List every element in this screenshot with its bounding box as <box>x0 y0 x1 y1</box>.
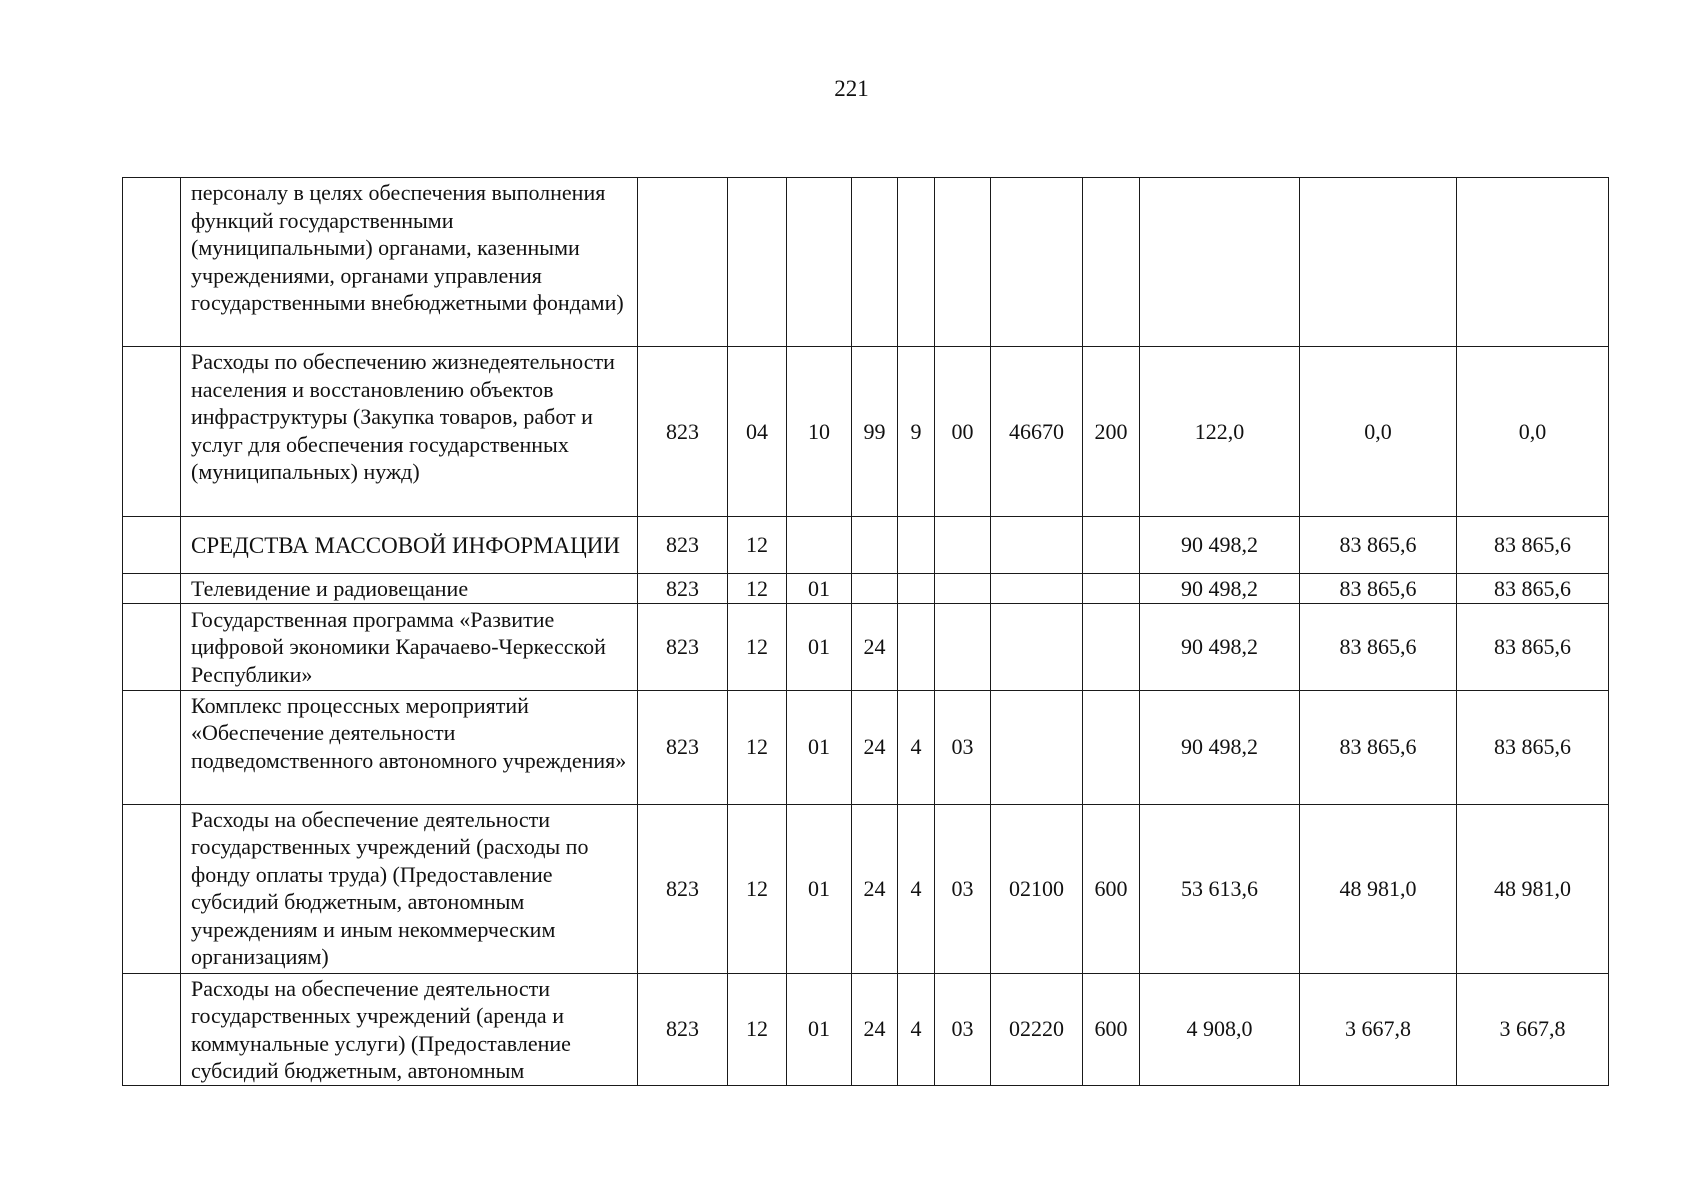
amount-year-1-cell: 90 498,2 <box>1140 574 1300 604</box>
ministry-code-cell: 823 <box>638 690 728 804</box>
row-number-cell <box>123 690 181 804</box>
expense-type-cell <box>1083 178 1140 347</box>
item-name-cell: Расходы на обеспечение деятельности государственных учреждений (аренда и коммунальные услуги) (Предоставление субсидий бюджетным, автономным <box>181 973 638 1085</box>
target-article-type-cell <box>898 517 935 574</box>
section-code-cell: 12 <box>728 804 787 973</box>
amount-year-3-cell: 83 865,6 <box>1457 517 1609 574</box>
target-article-direction-cell <box>991 178 1083 347</box>
amount-year-3-cell: 83 865,6 <box>1457 574 1609 604</box>
target-article-direction-cell <box>991 690 1083 804</box>
row-number-cell <box>123 347 181 517</box>
amount-year-1-cell: 90 498,2 <box>1140 690 1300 804</box>
item-name-cell: Телевидение и радиовещание <box>181 574 638 604</box>
amount-year-1-cell <box>1140 178 1300 347</box>
subsection-code-cell <box>787 517 852 574</box>
amount-year-3-cell: 0,0 <box>1457 347 1609 517</box>
amount-year-2-cell: 3 667,8 <box>1300 973 1457 1085</box>
target-article-direction-cell: 02220 <box>991 973 1083 1085</box>
section-code-cell: 12 <box>728 517 787 574</box>
expense-type-cell: 600 <box>1083 804 1140 973</box>
row-number-cell <box>123 973 181 1085</box>
section-code-cell: 12 <box>728 603 787 690</box>
target-article-event-cell <box>935 574 991 604</box>
item-name-cell: персоналу в целях обеспечения выполнения функций государственными (муниципальными) органами, казенными учреждениями, органами управления государственными внебюджетными фондами) <box>181 178 638 347</box>
item-name-cell: СРЕДСТВА МАССОВОЙ ИНФОРМАЦИИ <box>181 517 638 574</box>
target-article-direction-cell: 46670 <box>991 347 1083 517</box>
section-code-cell: 04 <box>728 347 787 517</box>
target-article-type-cell: 4 <box>898 804 935 973</box>
section-code-cell: 12 <box>728 973 787 1085</box>
target-article-type-cell: 4 <box>898 973 935 1085</box>
amount-year-2-cell: 83 865,6 <box>1300 574 1457 604</box>
ministry-code-cell: 823 <box>638 347 728 517</box>
target-article-direction-cell <box>991 517 1083 574</box>
page-number: 221 <box>834 76 869 101</box>
ministry-code-cell <box>638 178 728 347</box>
amount-year-3-cell: 83 865,6 <box>1457 603 1609 690</box>
target-article-event-cell <box>935 603 991 690</box>
target-article-event-cell <box>935 178 991 347</box>
subsection-code-cell: 01 <box>787 574 852 604</box>
item-name-cell: Расходы по обеспечению жизнедеятельности населения и восстановлению объектов инфраструктуры (Закупка товаров, работ и услуг для обеспечения государственных (муниципальных) нужд) <box>181 347 638 517</box>
item-name-cell: Расходы на обеспечение деятельности государственных учреждений (расходы по фонду оплаты труда) (Предоставление субсидий бюджетным, автономным учреждениям и иным некоммерческим организациям) <box>181 804 638 973</box>
target-article-event-cell <box>935 517 991 574</box>
expense-type-cell <box>1083 517 1140 574</box>
amount-year-2-cell: 83 865,6 <box>1300 517 1457 574</box>
row-number-cell <box>123 603 181 690</box>
subsection-code-cell: 01 <box>787 603 852 690</box>
target-article-program-cell: 24 <box>852 690 898 804</box>
amount-year-1-cell: 4 908,0 <box>1140 973 1300 1085</box>
item-name-cell: Комплекс процессных мероприятий «Обеспечение деятельности подведомственного автономного учреждения» <box>181 690 638 804</box>
amount-year-2-cell <box>1300 178 1457 347</box>
subsection-code-cell: 10 <box>787 347 852 517</box>
target-article-program-cell <box>852 517 898 574</box>
subsection-code-cell: 01 <box>787 690 852 804</box>
row-number-cell <box>123 178 181 347</box>
expense-type-cell <box>1083 603 1140 690</box>
budget-table <box>122 177 1609 1086</box>
target-article-program-cell <box>852 574 898 604</box>
row-number-cell <box>123 804 181 973</box>
subsection-code-cell: 01 <box>787 973 852 1085</box>
target-article-program-cell: 99 <box>852 347 898 517</box>
ministry-code-cell: 823 <box>638 603 728 690</box>
row-number-cell <box>123 574 181 604</box>
target-article-direction-cell <box>991 574 1083 604</box>
target-article-program-cell: 24 <box>852 804 898 973</box>
expense-type-cell: 200 <box>1083 347 1140 517</box>
ministry-code-cell: 823 <box>638 973 728 1085</box>
amount-year-1-cell: 53 613,6 <box>1140 804 1300 973</box>
subsection-code-cell <box>787 178 852 347</box>
table-row <box>123 603 1609 690</box>
table-row <box>123 690 1609 804</box>
amount-year-3-cell: 48 981,0 <box>1457 804 1609 973</box>
amount-year-2-cell: 48 981,0 <box>1300 804 1457 973</box>
expense-type-cell: 600 <box>1083 973 1140 1085</box>
item-name-cell: Государственная программа «Развитие цифровой экономики Карачаево-Черкесской Республики» <box>181 603 638 690</box>
row-number-cell <box>123 517 181 574</box>
target-article-event-cell: 00 <box>935 347 991 517</box>
target-article-event-cell: 03 <box>935 690 991 804</box>
amount-year-3-cell <box>1457 178 1609 347</box>
amount-year-1-cell: 90 498,2 <box>1140 603 1300 690</box>
target-article-event-cell: 03 <box>935 973 991 1085</box>
target-article-program-cell <box>852 178 898 347</box>
target-article-event-cell: 03 <box>935 804 991 973</box>
target-article-direction-cell <box>991 603 1083 690</box>
ministry-code-cell: 823 <box>638 804 728 973</box>
table-row <box>123 804 1609 973</box>
target-article-direction-cell: 02100 <box>991 804 1083 973</box>
subsection-code-cell: 01 <box>787 804 852 973</box>
amount-year-3-cell: 3 667,8 <box>1457 973 1609 1085</box>
expense-type-cell <box>1083 574 1140 604</box>
target-article-type-cell <box>898 178 935 347</box>
target-article-type-cell: 9 <box>898 347 935 517</box>
amount-year-1-cell: 90 498,2 <box>1140 517 1300 574</box>
ministry-code-cell: 823 <box>638 574 728 604</box>
section-code-cell <box>728 178 787 347</box>
ministry-code-cell: 823 <box>638 517 728 574</box>
table-row <box>123 574 1609 604</box>
section-code-cell: 12 <box>728 574 787 604</box>
table-row <box>123 973 1609 1085</box>
amount-year-2-cell: 0,0 <box>1300 347 1457 517</box>
target-article-type-cell: 4 <box>898 690 935 804</box>
target-article-program-cell: 24 <box>852 603 898 690</box>
target-article-type-cell <box>898 603 935 690</box>
amount-year-1-cell: 122,0 <box>1140 347 1300 517</box>
target-article-type-cell <box>898 574 935 604</box>
amount-year-2-cell: 83 865,6 <box>1300 690 1457 804</box>
amount-year-2-cell: 83 865,6 <box>1300 603 1457 690</box>
expense-type-cell <box>1083 690 1140 804</box>
section-code-cell: 12 <box>728 690 787 804</box>
table-row <box>123 347 1609 517</box>
amount-year-3-cell: 83 865,6 <box>1457 690 1609 804</box>
target-article-program-cell: 24 <box>852 973 898 1085</box>
table-row <box>123 178 1609 347</box>
table-row <box>123 517 1609 574</box>
